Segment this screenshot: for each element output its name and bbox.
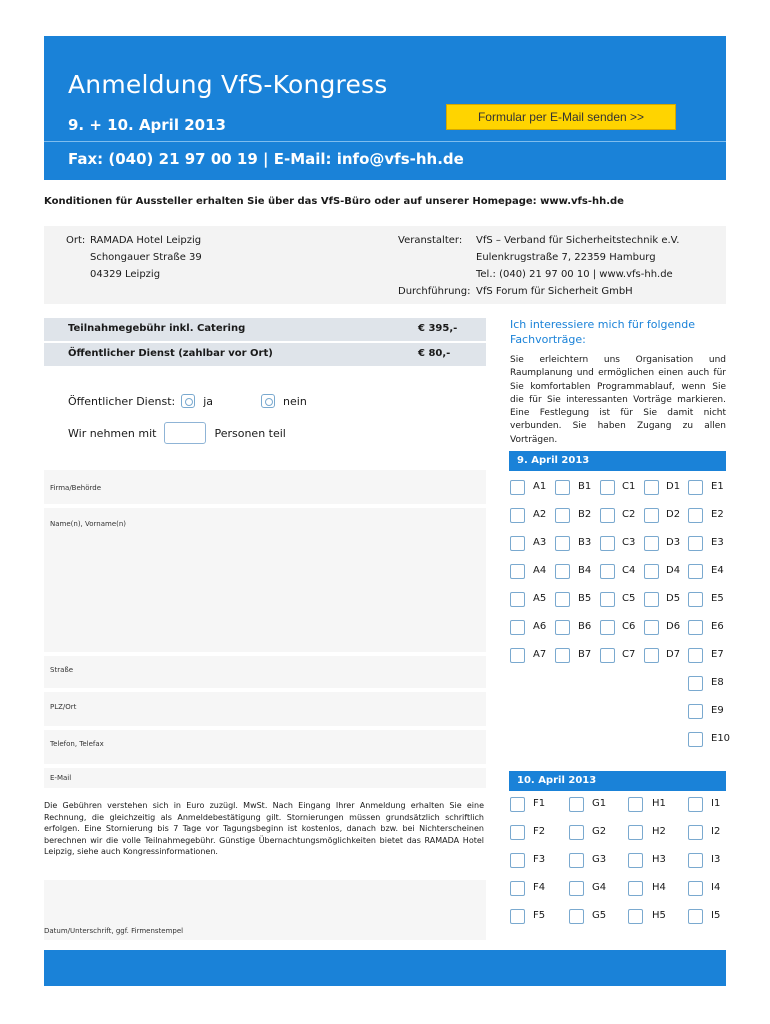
talk-checkbox[interactable]: [688, 909, 703, 924]
talk-checkbox[interactable]: [688, 825, 703, 840]
fee-row: [44, 318, 486, 341]
talk-checkbox[interactable]: [628, 909, 643, 924]
form-title: Anmeldung VfS-Kongress: [68, 70, 388, 99]
talk-code-label: F5: [533, 910, 546, 921]
talk-code-label: H3: [652, 854, 666, 865]
city-field-label: PLZ/Ort: [50, 703, 77, 711]
organizer-line-3: Tel.: (040) 21 97 00 10 | www.vfs-hh.de: [476, 269, 673, 280]
venue-label: Ort:: [66, 235, 86, 246]
day-2-header: 10. April 2013: [509, 771, 726, 791]
talk-checkbox[interactable]: [510, 564, 525, 579]
talk-code-label: G2: [592, 826, 607, 837]
company-field[interactable]: [44, 470, 486, 504]
talk-checkbox[interactable]: [688, 732, 703, 747]
talk-checkbox[interactable]: [510, 853, 525, 868]
talk-checkbox[interactable]: [688, 620, 703, 635]
talk-code-label: E1: [711, 481, 724, 492]
talk-checkbox[interactable]: [510, 536, 525, 551]
talk-code-label: B6: [578, 621, 592, 632]
talk-code-label: E3: [711, 537, 724, 548]
talk-code-label: G4: [592, 882, 607, 893]
talk-code-label: D1: [666, 481, 681, 492]
talk-code-label: D3: [666, 537, 681, 548]
talk-checkbox[interactable]: [628, 853, 643, 868]
talk-code-label: C5: [622, 593, 636, 604]
talk-checkbox[interactable]: [600, 480, 615, 495]
terms-text: Die Gebühren verstehen sich in Euro zuzügl. MwSt. Nach Eingang Ihrer Anmeldung erhalten Sie eine Rechnung, die gleichzeitig als Anmeldebestätigung gilt. Stornierungen müssen grundsätzlich schriftlich erfolgen. Eine Stornierung bis 7 Tage vor Tagungsbeginn ist kostenlos, danach bzw. bei Nichterscheinen berechnen wir die volle Teilnahmegebühr. Günstige Übernachtungsmöglichkeiten bietet das RAMADA Hotel Leipzig, siehe auch Kongressinformationen.: [44, 801, 484, 856]
public-service-yes-label: ja: [203, 394, 214, 408]
venue-address: [66, 232, 202, 283]
talk-checkbox[interactable]: [510, 909, 525, 924]
talk-code-label: I4: [711, 882, 721, 893]
email-field-label: E-Mail: [50, 774, 72, 782]
talk-code-label: A1: [533, 481, 547, 492]
talk-code-label: I3: [711, 854, 721, 865]
talk-checkbox[interactable]: [644, 480, 659, 495]
talk-code-label: B7: [578, 649, 592, 660]
event-date: 9. + 10. April 2013: [68, 116, 226, 134]
talk-checkbox[interactable]: [510, 648, 525, 663]
talk-checkbox[interactable]: [688, 797, 703, 812]
organizer-info: [398, 232, 679, 300]
talk-checkbox[interactable]: [600, 592, 615, 607]
talk-code-label: D2: [666, 509, 681, 520]
talk-checkbox[interactable]: [688, 648, 703, 663]
talk-code-label: C6: [622, 621, 636, 632]
talk-checkbox[interactable]: [688, 480, 703, 495]
fee-table: [44, 318, 486, 370]
talk-checkbox[interactable]: [600, 536, 615, 551]
talk-checkbox[interactable]: [510, 797, 525, 812]
attendee-count-input[interactable]: [164, 422, 206, 444]
talk-code-label: C4: [622, 565, 636, 576]
interest-description: Sie erleichtern uns Organisation und Raumplanung und ermöglichen einen auch für Sie komfortablen Programmablauf, wenn Sie die für Sie interessanten Vorträge markieren. Eine Festlegung ist für Sie damit nicht verbunden. Sie haben Zugang zu allen Vorträgen.: [510, 355, 726, 445]
talk-checkbox[interactable]: [569, 797, 584, 812]
public-service-yes-radio[interactable]: [181, 394, 195, 408]
venue-line-2: Schongauer Straße 39: [90, 252, 202, 263]
talk-code-label: H4: [652, 882, 666, 893]
talk-checkbox[interactable]: [600, 564, 615, 579]
talk-checkbox[interactable]: [600, 620, 615, 635]
talk-code-label: B1: [578, 481, 592, 492]
venue-line-3: 04329 Leipzig: [90, 269, 161, 280]
talk-checkbox[interactable]: [644, 592, 659, 607]
talk-code-label: E5: [711, 593, 724, 604]
talk-checkbox[interactable]: [555, 648, 570, 663]
talk-code-label: B5: [578, 593, 592, 604]
talk-code-label: D7: [666, 649, 681, 660]
talk-checkbox[interactable]: [628, 797, 643, 812]
talk-checkbox[interactable]: [600, 508, 615, 523]
street-field-label: Straße: [50, 666, 74, 674]
company-field-label: Firma/Behörde: [50, 484, 102, 492]
talk-code-label: A4: [533, 565, 547, 576]
talk-code-label: E4: [711, 565, 724, 576]
send-by-email-button[interactable]: Formular per E-Mail senden >>: [446, 104, 676, 130]
talk-code-label: F2: [533, 826, 546, 837]
attendee-count-prefix: Wir nehmen mit: [68, 426, 157, 440]
talk-checkbox[interactable]: [688, 536, 703, 551]
talk-checkbox[interactable]: [644, 536, 659, 551]
talk-code-label: H2: [652, 826, 666, 837]
talk-code-label: D6: [666, 621, 681, 632]
talk-checkbox[interactable]: [688, 508, 703, 523]
fee-price: € 395,-: [418, 323, 458, 334]
execution-value: VfS Forum für Sicherheit GmbH: [476, 286, 633, 297]
names-field[interactable]: [44, 508, 486, 652]
talk-code-label: I2: [711, 826, 721, 837]
organizer-line-2: Eulenkrugstraße 7, 22359 Hamburg: [476, 252, 656, 263]
talk-checkbox[interactable]: [600, 648, 615, 663]
talk-checkbox[interactable]: [555, 592, 570, 607]
organizer-line-1: VfS – Verband für Sicherheitstechnik e.V.: [476, 235, 680, 246]
fee-row: [44, 343, 486, 366]
venue-line-1: RAMADA Hotel Leipzig: [90, 235, 202, 246]
execution-label: Durchführung:: [398, 286, 471, 297]
city-field[interactable]: [44, 692, 486, 726]
talk-code-label: E2: [711, 509, 724, 520]
header-divider: [44, 141, 726, 142]
talk-checkbox[interactable]: [510, 825, 525, 840]
talk-code-label: C7: [622, 649, 636, 660]
public-service-choice: [68, 394, 307, 408]
talk-code-label: G3: [592, 854, 607, 865]
attendee-count-suffix: Personen teil: [214, 426, 286, 440]
talk-checkbox[interactable]: [555, 480, 570, 495]
talk-checkbox[interactable]: [555, 508, 570, 523]
talk-code-label: F1: [533, 798, 546, 809]
talk-checkbox[interactable]: [510, 508, 525, 523]
talk-checkbox[interactable]: [628, 825, 643, 840]
fee-name: Öffentlicher Dienst (zahlbar vor Ort): [68, 348, 273, 359]
public-service-no-radio[interactable]: [261, 394, 275, 408]
signature-field-label: Datum/Unterschrift, ggf. Firmenstempel: [44, 927, 184, 935]
talk-checkbox[interactable]: [628, 881, 643, 896]
talk-code-label: B4: [578, 565, 592, 576]
talk-checkbox[interactable]: [510, 592, 525, 607]
talk-code-label: F4: [533, 882, 546, 893]
talk-code-label: E7: [711, 649, 724, 660]
day-1-header: 9. April 2013: [509, 451, 726, 471]
talk-checkbox[interactable]: [569, 825, 584, 840]
talk-checkbox[interactable]: [569, 909, 584, 924]
talk-code-label: A7: [533, 649, 547, 660]
talk-checkbox[interactable]: [644, 648, 659, 663]
phone-field[interactable]: [44, 730, 486, 764]
talk-code-label: G5: [592, 910, 607, 921]
talk-code-label: H1: [652, 798, 666, 809]
talk-code-label: A6: [533, 621, 547, 632]
talk-code-label: C2: [622, 509, 636, 520]
talk-code-label: A3: [533, 537, 547, 548]
footer-banner: [44, 950, 726, 986]
talk-code-label: D5: [666, 593, 681, 604]
talk-checkbox[interactable]: [688, 676, 703, 691]
talk-code-label: I1: [711, 798, 721, 809]
signature-field[interactable]: [44, 880, 486, 940]
public-service-no-label: nein: [283, 394, 307, 408]
talk-code-label: E10: [711, 733, 731, 744]
talk-checkbox[interactable]: [644, 564, 659, 579]
talk-code-label: D4: [666, 565, 681, 576]
talk-checkbox[interactable]: [688, 592, 703, 607]
talk-code-label: H5: [652, 910, 666, 921]
talk-checkbox[interactable]: [510, 620, 525, 635]
talk-checkbox[interactable]: [555, 564, 570, 579]
interest-title: Ich interessiere mich für folgende Fachvorträge:: [510, 318, 696, 346]
exhibitor-conditions: Konditionen für Aussteller erhalten Sie über das VfS-Büro oder auf unserer Homepage: www.vfs-hh.de: [44, 196, 624, 207]
talk-checkbox[interactable]: [688, 881, 703, 896]
talk-code-label: C1: [622, 481, 636, 492]
email-field[interactable]: [44, 768, 486, 788]
venue-info-box: [44, 226, 726, 304]
names-field-label: Name(n), Vorname(n): [50, 520, 127, 528]
talk-code-label: E8: [711, 677, 724, 688]
talk-code-label: C3: [622, 537, 636, 548]
talk-checkbox[interactable]: [644, 508, 659, 523]
phone-field-label: Telefon, Telefax: [50, 740, 104, 748]
fee-name: Teilnahmegebühr inkl. Catering: [68, 323, 246, 334]
talk-checkbox[interactable]: [510, 480, 525, 495]
talk-code-label: F3: [533, 854, 546, 865]
talk-code-label: G1: [592, 798, 607, 809]
attendee-count-row: [68, 422, 286, 444]
talk-checkbox[interactable]: [688, 564, 703, 579]
talk-checkbox[interactable]: [510, 881, 525, 896]
talk-code-label: B2: [578, 509, 592, 520]
talk-code-label: I5: [711, 910, 721, 921]
contact-line: Fax: (040) 21 97 00 19 | E-Mail: info@vfs-hh.de: [68, 150, 464, 168]
talk-checkbox[interactable]: [569, 853, 584, 868]
talk-code-label: E6: [711, 621, 724, 632]
talk-checkbox[interactable]: [555, 620, 570, 635]
talk-code-label: E9: [711, 705, 724, 716]
talk-checkbox[interactable]: [688, 853, 703, 868]
talk-checkbox[interactable]: [555, 536, 570, 551]
talk-checkbox[interactable]: [644, 620, 659, 635]
street-field[interactable]: [44, 656, 486, 688]
organizer-label: Veranstalter:: [398, 235, 463, 246]
public-service-label: Öffentlicher Dienst:: [68, 394, 176, 408]
fee-price: € 80,-: [418, 348, 451, 359]
talk-code-label: A2: [533, 509, 547, 520]
talk-code-label: B3: [578, 537, 592, 548]
talk-checkbox[interactable]: [688, 704, 703, 719]
talk-checkbox[interactable]: [569, 881, 584, 896]
talk-code-label: A5: [533, 593, 547, 604]
